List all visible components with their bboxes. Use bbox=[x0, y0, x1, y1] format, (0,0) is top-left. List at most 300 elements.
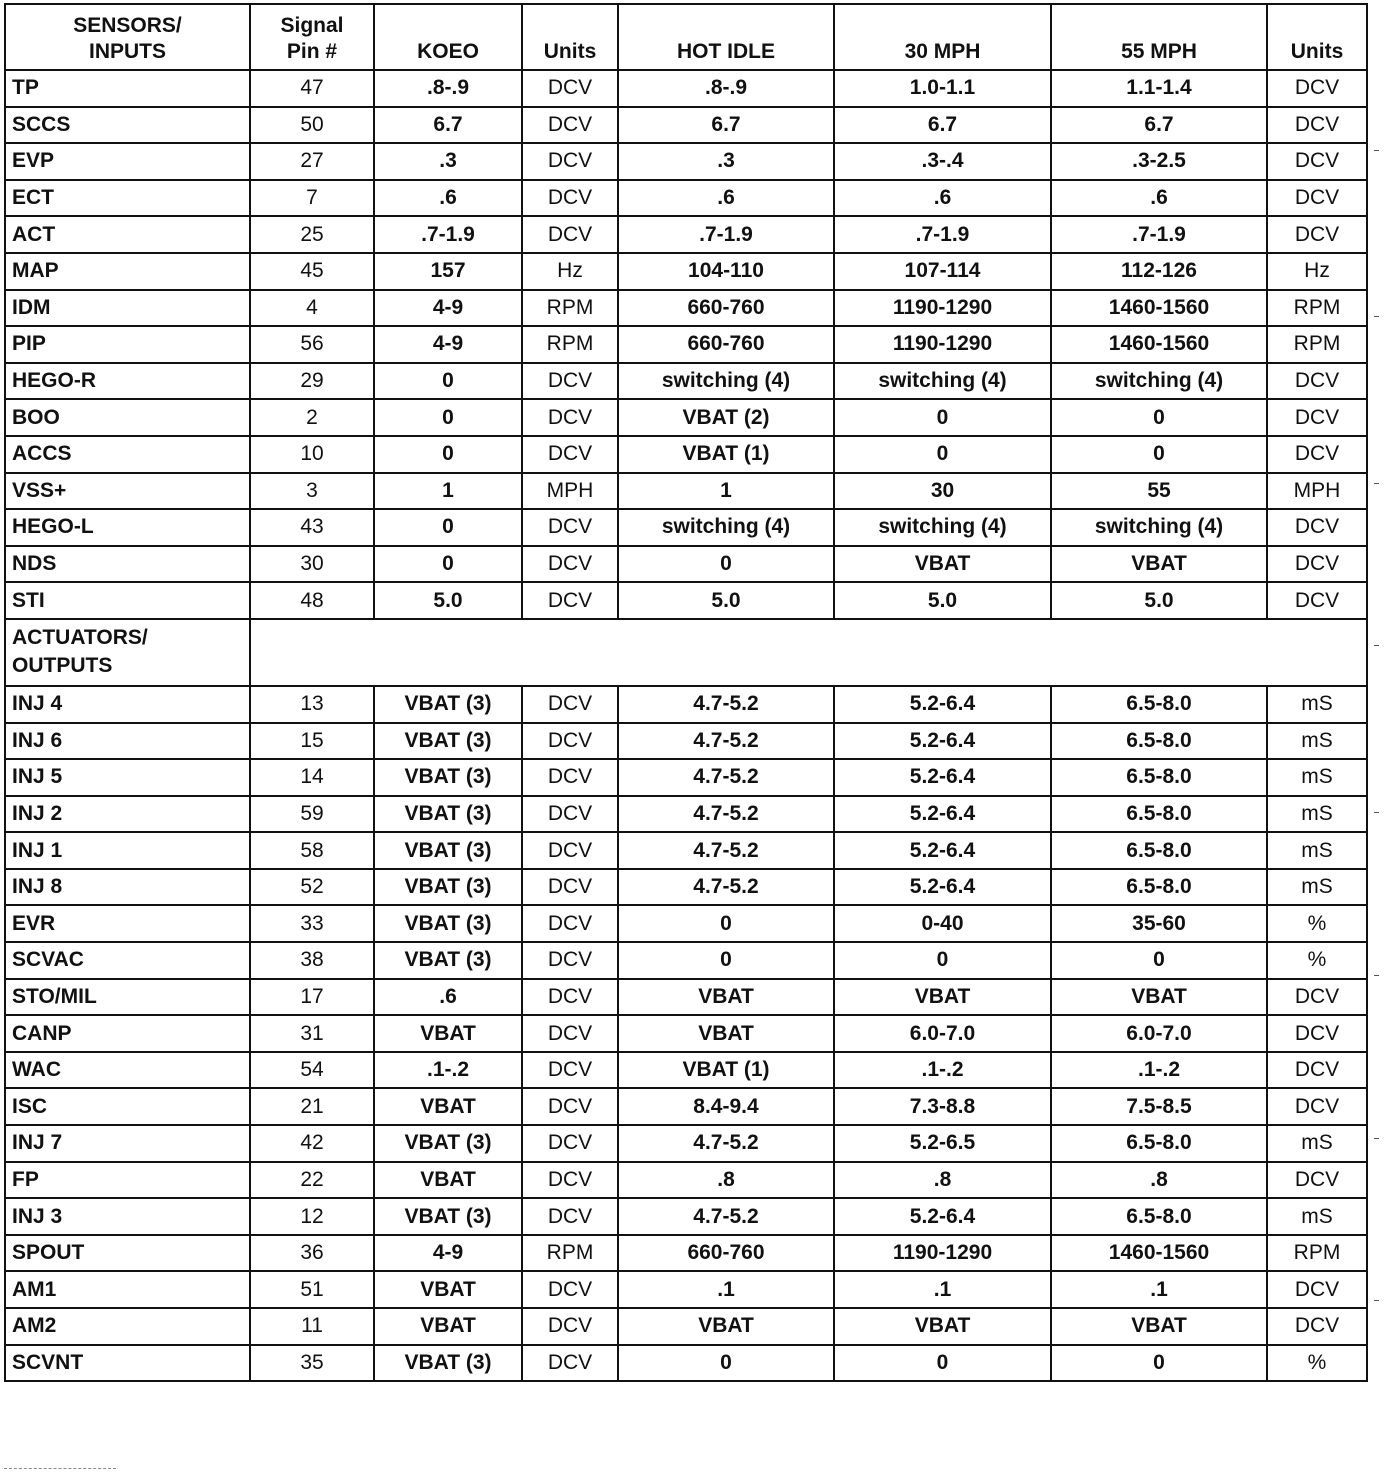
hot-idle-value: 660-760 bbox=[618, 326, 834, 363]
mph30-value: .6 bbox=[834, 180, 1051, 217]
mph30-value: 1190-1290 bbox=[834, 326, 1051, 363]
signal-name: FP bbox=[5, 1162, 250, 1199]
table-row bbox=[5, 509, 1367, 546]
koeo-value: VBAT (3) bbox=[374, 905, 522, 942]
hot-idle-value: switching (4) bbox=[618, 509, 834, 546]
signal-pin: 42 bbox=[250, 1125, 374, 1162]
margin-tick bbox=[1374, 812, 1379, 813]
table-row bbox=[5, 1052, 1367, 1089]
units-value-2: mS bbox=[1267, 1125, 1367, 1162]
units-value-2: DCV bbox=[1267, 399, 1367, 436]
mph55-value: 6.7 bbox=[1051, 107, 1267, 144]
units-value: DCV bbox=[522, 796, 618, 833]
table-row bbox=[5, 1345, 1367, 1382]
signal-pin: 43 bbox=[250, 509, 374, 546]
table-row bbox=[5, 363, 1367, 400]
mph30-value: 0 bbox=[834, 1345, 1051, 1382]
koeo-value: .8-.9 bbox=[374, 70, 522, 107]
table-row bbox=[5, 473, 1367, 510]
signal-name: AM2 bbox=[5, 1308, 250, 1345]
signal-name: INJ 4 bbox=[5, 686, 250, 723]
koeo-value: VBAT bbox=[374, 1015, 522, 1052]
mph30-value: switching (4) bbox=[834, 509, 1051, 546]
signal-pin: 27 bbox=[250, 143, 374, 180]
mph30-value: .3-.4 bbox=[834, 143, 1051, 180]
signal-name: HEGO-L bbox=[5, 509, 250, 546]
units-value: DCV bbox=[522, 1088, 618, 1125]
mph55-value: .6 bbox=[1051, 180, 1267, 217]
margin-tick bbox=[1374, 483, 1379, 484]
table-row bbox=[5, 869, 1367, 906]
mph55-value: 6.5-8.0 bbox=[1051, 686, 1267, 723]
signal-pin: 14 bbox=[250, 759, 374, 796]
table-row bbox=[5, 759, 1367, 796]
hot-idle-value: .8 bbox=[618, 1162, 834, 1199]
signal-name: SCVNT bbox=[5, 1345, 250, 1382]
hot-idle-value: 0 bbox=[618, 1345, 834, 1382]
signal-pin: 48 bbox=[250, 582, 374, 619]
margin-tick bbox=[1374, 975, 1379, 976]
units-value-2: DCV bbox=[1267, 979, 1367, 1016]
mph55-value: .8 bbox=[1051, 1162, 1267, 1199]
mph30-value: 5.2-6.4 bbox=[834, 796, 1051, 833]
units-value-2: RPM bbox=[1267, 1235, 1367, 1272]
table-row bbox=[5, 942, 1367, 979]
units-value: DCV bbox=[522, 832, 618, 869]
units-value-2: % bbox=[1267, 905, 1367, 942]
hot-idle-value: .6 bbox=[618, 180, 834, 217]
mph30-value: 7.3-8.8 bbox=[834, 1088, 1051, 1125]
mph30-value: .1-.2 bbox=[834, 1052, 1051, 1089]
mph30-value: 5.2-6.4 bbox=[834, 686, 1051, 723]
mph55-value: 6.5-8.0 bbox=[1051, 796, 1267, 833]
hot-idle-value: .3 bbox=[618, 143, 834, 180]
hot-idle-value: 5.0 bbox=[618, 582, 834, 619]
signal-name: EVP bbox=[5, 143, 250, 180]
mph55-value: 6.5-8.0 bbox=[1051, 723, 1267, 760]
mph30-value: 1.0-1.1 bbox=[834, 70, 1051, 107]
mph30-value: 1190-1290 bbox=[834, 1235, 1051, 1272]
koeo-value: VBAT (3) bbox=[374, 832, 522, 869]
units-value-2: DCV bbox=[1267, 582, 1367, 619]
units-value: DCV bbox=[522, 107, 618, 144]
signal-pin: 56 bbox=[250, 326, 374, 363]
signal-name: IDM bbox=[5, 290, 250, 327]
mph30-value: 5.2-6.5 bbox=[834, 1125, 1051, 1162]
units-value: DCV bbox=[522, 869, 618, 906]
mph30-value: 5.2-6.4 bbox=[834, 723, 1051, 760]
units-value: DCV bbox=[522, 942, 618, 979]
table-row bbox=[5, 216, 1367, 253]
signal-name: VSS+ bbox=[5, 473, 250, 510]
hot-idle-value: .7-1.9 bbox=[618, 216, 834, 253]
signal-name: STI bbox=[5, 582, 250, 619]
mph55-value: 6.0-7.0 bbox=[1051, 1015, 1267, 1052]
table-row bbox=[5, 143, 1367, 180]
header-55-mph: 55 MPH bbox=[1051, 4, 1267, 70]
mph55-value: 6.5-8.0 bbox=[1051, 832, 1267, 869]
koeo-value: VBAT (3) bbox=[374, 942, 522, 979]
koeo-value: VBAT (3) bbox=[374, 723, 522, 760]
koeo-value: VBAT (3) bbox=[374, 1198, 522, 1235]
hot-idle-value: 104-110 bbox=[618, 253, 834, 290]
section-blank bbox=[250, 619, 1367, 686]
units-value: DCV bbox=[522, 1345, 618, 1382]
table-row bbox=[5, 796, 1367, 833]
header-row bbox=[5, 4, 1367, 70]
koeo-value: 0 bbox=[374, 399, 522, 436]
table-row bbox=[5, 1088, 1367, 1125]
header-hot-idle: HOT IDLE bbox=[618, 4, 834, 70]
koeo-value: 6.7 bbox=[374, 107, 522, 144]
signal-pin: 15 bbox=[250, 723, 374, 760]
mph30-value: 5.2-6.4 bbox=[834, 759, 1051, 796]
signal-pin: 45 bbox=[250, 253, 374, 290]
table-row bbox=[5, 1271, 1367, 1308]
hot-idle-value: 0 bbox=[618, 942, 834, 979]
table-row bbox=[5, 1235, 1367, 1272]
units-value-2: DCV bbox=[1267, 546, 1367, 583]
units-value: DCV bbox=[522, 979, 618, 1016]
koeo-value: 4-9 bbox=[374, 290, 522, 327]
hot-idle-value: 4.7-5.2 bbox=[618, 796, 834, 833]
mph55-value: 1460-1560 bbox=[1051, 1235, 1267, 1272]
table-row bbox=[5, 1198, 1367, 1235]
hot-idle-value: VBAT (2) bbox=[618, 399, 834, 436]
units-value: DCV bbox=[522, 216, 618, 253]
units-value: MPH bbox=[522, 473, 618, 510]
mph30-value: 5.0 bbox=[834, 582, 1051, 619]
hot-idle-value: 8.4-9.4 bbox=[618, 1088, 834, 1125]
koeo-value: .1-.2 bbox=[374, 1052, 522, 1089]
mph55-value: VBAT bbox=[1051, 979, 1267, 1016]
mph30-value: 0 bbox=[834, 942, 1051, 979]
units-value: DCV bbox=[522, 1015, 618, 1052]
signal-pin: 35 bbox=[250, 1345, 374, 1382]
hot-idle-value: 4.7-5.2 bbox=[618, 832, 834, 869]
mph55-value: .3-2.5 bbox=[1051, 143, 1267, 180]
margin-tick bbox=[1374, 1300, 1379, 1301]
koeo-value: VBAT (3) bbox=[374, 1345, 522, 1382]
koeo-value: VBAT bbox=[374, 1271, 522, 1308]
signal-name: WAC bbox=[5, 1052, 250, 1089]
mph30-value: 5.2-6.4 bbox=[834, 869, 1051, 906]
signal-pin: 36 bbox=[250, 1235, 374, 1272]
koeo-value: .6 bbox=[374, 979, 522, 1016]
mph30-value: 5.2-6.4 bbox=[834, 1198, 1051, 1235]
mph55-value: 112-126 bbox=[1051, 253, 1267, 290]
signal-pin: 30 bbox=[250, 546, 374, 583]
section-row bbox=[5, 619, 1367, 686]
table-row bbox=[5, 582, 1367, 619]
mph30-value: 5.2-6.4 bbox=[834, 832, 1051, 869]
mph55-value: .7-1.9 bbox=[1051, 216, 1267, 253]
koeo-value: VBAT bbox=[374, 1162, 522, 1199]
mph55-value: .1-.2 bbox=[1051, 1052, 1267, 1089]
units-value-2: DCV bbox=[1267, 1162, 1367, 1199]
signal-pin: 13 bbox=[250, 686, 374, 723]
signal-name: INJ 3 bbox=[5, 1198, 250, 1235]
units-value-2: DCV bbox=[1267, 436, 1367, 473]
table-row bbox=[5, 686, 1367, 723]
hot-idle-value: VBAT (1) bbox=[618, 1052, 834, 1089]
mph55-value: 6.5-8.0 bbox=[1051, 1198, 1267, 1235]
units-value-2: DCV bbox=[1267, 216, 1367, 253]
hot-idle-value: 4.7-5.2 bbox=[618, 1198, 834, 1235]
margin-ticks bbox=[1374, 0, 1384, 1474]
units-value: DCV bbox=[522, 1125, 618, 1162]
mph55-value: 1460-1560 bbox=[1051, 290, 1267, 327]
units-value-2: DCV bbox=[1267, 1052, 1367, 1089]
header-sensors-inputs: SENSORS/ INPUTS bbox=[5, 4, 250, 70]
signal-pin: 54 bbox=[250, 1052, 374, 1089]
mph55-value: switching (4) bbox=[1051, 509, 1267, 546]
mph30-value: 30 bbox=[834, 473, 1051, 510]
units-value-2: Hz bbox=[1267, 253, 1367, 290]
header-koeo: KOEO bbox=[374, 4, 522, 70]
header-30-mph: 30 MPH bbox=[834, 4, 1051, 70]
mph55-value: 7.5-8.5 bbox=[1051, 1088, 1267, 1125]
mph30-value: 107-114 bbox=[834, 253, 1051, 290]
signal-pin: 22 bbox=[250, 1162, 374, 1199]
signal-name: INJ 6 bbox=[5, 723, 250, 760]
koeo-value: 4-9 bbox=[374, 1235, 522, 1272]
signal-name: NDS bbox=[5, 546, 250, 583]
units-value-2: DCV bbox=[1267, 143, 1367, 180]
units-value-2: mS bbox=[1267, 686, 1367, 723]
units-value: DCV bbox=[522, 1052, 618, 1089]
signal-pin: 51 bbox=[250, 1271, 374, 1308]
signal-pin: 21 bbox=[250, 1088, 374, 1125]
mph55-value: 6.5-8.0 bbox=[1051, 1125, 1267, 1162]
hot-idle-value: 0 bbox=[618, 905, 834, 942]
mph30-value: 0 bbox=[834, 436, 1051, 473]
hot-idle-value: 1 bbox=[618, 473, 834, 510]
sensor-rows bbox=[5, 70, 1367, 619]
hot-idle-value: VBAT bbox=[618, 979, 834, 1016]
units-value: Hz bbox=[522, 253, 618, 290]
mph30-value: 0 bbox=[834, 399, 1051, 436]
signal-name: PIP bbox=[5, 326, 250, 363]
units-value: DCV bbox=[522, 905, 618, 942]
units-value: DCV bbox=[522, 1308, 618, 1345]
table-row bbox=[5, 1162, 1367, 1199]
signal-name: INJ 1 bbox=[5, 832, 250, 869]
units-value-2: mS bbox=[1267, 796, 1367, 833]
signal-name: AM1 bbox=[5, 1271, 250, 1308]
koeo-value: 1 bbox=[374, 473, 522, 510]
mph55-value: 5.0 bbox=[1051, 582, 1267, 619]
header-units-2: Units bbox=[1267, 4, 1367, 70]
signal-pin: 7 bbox=[250, 180, 374, 217]
signal-name: BOO bbox=[5, 399, 250, 436]
table-row bbox=[5, 290, 1367, 327]
mph55-value: 0 bbox=[1051, 942, 1267, 979]
margin-tick bbox=[1374, 316, 1379, 317]
mph30-value: 6.0-7.0 bbox=[834, 1015, 1051, 1052]
mph55-value: 1460-1560 bbox=[1051, 326, 1267, 363]
signal-name: INJ 8 bbox=[5, 869, 250, 906]
signal-pin: 50 bbox=[250, 107, 374, 144]
units-value: DCV bbox=[522, 686, 618, 723]
units-value-2: mS bbox=[1267, 869, 1367, 906]
signal-pin: 4 bbox=[250, 290, 374, 327]
signal-name: INJ 2 bbox=[5, 796, 250, 833]
hot-idle-value: 4.7-5.2 bbox=[618, 759, 834, 796]
table-row bbox=[5, 436, 1367, 473]
koeo-value: VBAT (3) bbox=[374, 869, 522, 906]
signal-name: ACCS bbox=[5, 436, 250, 473]
hot-idle-value: 660-760 bbox=[618, 1235, 834, 1272]
header-units: Units bbox=[522, 4, 618, 70]
mph30-value: 1190-1290 bbox=[834, 290, 1051, 327]
table-row bbox=[5, 723, 1367, 760]
units-value-2: DCV bbox=[1267, 1308, 1367, 1345]
mph55-value: 35-60 bbox=[1051, 905, 1267, 942]
margin-tick bbox=[1374, 645, 1379, 646]
koeo-value: .6 bbox=[374, 180, 522, 217]
actuator-rows bbox=[5, 686, 1367, 1381]
hot-idle-value: 0 bbox=[618, 546, 834, 583]
mph30-value: VBAT bbox=[834, 1308, 1051, 1345]
units-value: RPM bbox=[522, 1235, 618, 1272]
signal-table bbox=[4, 3, 1368, 1382]
table-row bbox=[5, 253, 1367, 290]
mph30-value: .8 bbox=[834, 1162, 1051, 1199]
units-value-2: % bbox=[1267, 942, 1367, 979]
units-value: DCV bbox=[522, 399, 618, 436]
hot-idle-value: .1 bbox=[618, 1271, 834, 1308]
mph55-value: 1.1-1.4 bbox=[1051, 70, 1267, 107]
units-value-2: RPM bbox=[1267, 290, 1367, 327]
signal-name: SCVAC bbox=[5, 942, 250, 979]
units-value-2: DCV bbox=[1267, 1271, 1367, 1308]
signal-pin: 52 bbox=[250, 869, 374, 906]
table-row bbox=[5, 979, 1367, 1016]
signal-pin: 47 bbox=[250, 70, 374, 107]
signal-pin: 31 bbox=[250, 1015, 374, 1052]
mph55-value: switching (4) bbox=[1051, 363, 1267, 400]
table-row bbox=[5, 905, 1367, 942]
signal-pin: 25 bbox=[250, 216, 374, 253]
mph30-value: .7-1.9 bbox=[834, 216, 1051, 253]
signal-pin: 17 bbox=[250, 979, 374, 1016]
section-label: ACTUATORS/ OUTPUTS bbox=[5, 619, 250, 686]
signal-name: TP bbox=[5, 70, 250, 107]
units-value-2: DCV bbox=[1267, 509, 1367, 546]
units-value-2: DCV bbox=[1267, 1015, 1367, 1052]
margin-tick bbox=[1374, 1138, 1379, 1139]
mph30-value: VBAT bbox=[834, 546, 1051, 583]
section-actuators bbox=[5, 619, 1367, 686]
units-value-2: % bbox=[1267, 1345, 1367, 1382]
units-value: DCV bbox=[522, 1162, 618, 1199]
units-value: DCV bbox=[522, 143, 618, 180]
units-value: DCV bbox=[522, 70, 618, 107]
mph30-value: .1 bbox=[834, 1271, 1051, 1308]
mph30-value: 6.7 bbox=[834, 107, 1051, 144]
signal-name: ACT bbox=[5, 216, 250, 253]
hot-idle-value: VBAT bbox=[618, 1015, 834, 1052]
signal-name: SCCS bbox=[5, 107, 250, 144]
signal-pin: 10 bbox=[250, 436, 374, 473]
hot-idle-value: 4.7-5.2 bbox=[618, 723, 834, 760]
hot-idle-value: .8-.9 bbox=[618, 70, 834, 107]
koeo-value: VBAT (3) bbox=[374, 796, 522, 833]
koeo-value: 0 bbox=[374, 546, 522, 583]
table-row bbox=[5, 399, 1367, 436]
table-row bbox=[5, 70, 1367, 107]
signal-pin: 33 bbox=[250, 905, 374, 942]
units-value-2: mS bbox=[1267, 832, 1367, 869]
signal-name: HEGO-R bbox=[5, 363, 250, 400]
signal-pin: 11 bbox=[250, 1308, 374, 1345]
units-value: DCV bbox=[522, 723, 618, 760]
signal-name: ISC bbox=[5, 1088, 250, 1125]
hot-idle-value: 4.7-5.2 bbox=[618, 686, 834, 723]
signal-name: EVR bbox=[5, 905, 250, 942]
signal-pin: 58 bbox=[250, 832, 374, 869]
signal-name: INJ 5 bbox=[5, 759, 250, 796]
koeo-value: 4-9 bbox=[374, 326, 522, 363]
units-value-2: mS bbox=[1267, 1198, 1367, 1235]
signal-name: MAP bbox=[5, 253, 250, 290]
units-value-2: DCV bbox=[1267, 1088, 1367, 1125]
hot-idle-value: 6.7 bbox=[618, 107, 834, 144]
units-value: DCV bbox=[522, 546, 618, 583]
footer-rule bbox=[4, 1468, 116, 1470]
mph55-value: 6.5-8.0 bbox=[1051, 869, 1267, 906]
table-row bbox=[5, 1015, 1367, 1052]
mph55-value: 6.5-8.0 bbox=[1051, 759, 1267, 796]
hot-idle-value: VBAT (1) bbox=[618, 436, 834, 473]
koeo-value: 0 bbox=[374, 509, 522, 546]
mph55-value: 0 bbox=[1051, 1345, 1267, 1382]
units-value: DCV bbox=[522, 436, 618, 473]
signal-name: CANP bbox=[5, 1015, 250, 1052]
koeo-value: VBAT (3) bbox=[374, 1125, 522, 1162]
mph55-value: 55 bbox=[1051, 473, 1267, 510]
table-row bbox=[5, 107, 1367, 144]
hot-idle-value: switching (4) bbox=[618, 363, 834, 400]
header-signal-pin: Signal Pin # bbox=[250, 4, 374, 70]
signal-name: STO/MIL bbox=[5, 979, 250, 1016]
table-row bbox=[5, 832, 1367, 869]
koeo-value: 5.0 bbox=[374, 582, 522, 619]
units-value: DCV bbox=[522, 363, 618, 400]
units-value-2: DCV bbox=[1267, 70, 1367, 107]
units-value: DCV bbox=[522, 1271, 618, 1308]
units-value-2: DCV bbox=[1267, 107, 1367, 144]
signal-pin: 29 bbox=[250, 363, 374, 400]
table-row bbox=[5, 326, 1367, 363]
spec-sheet bbox=[4, 3, 1366, 1382]
signal-name: INJ 7 bbox=[5, 1125, 250, 1162]
units-value-2: mS bbox=[1267, 759, 1367, 796]
units-value: DCV bbox=[522, 759, 618, 796]
mph30-value: switching (4) bbox=[834, 363, 1051, 400]
hot-idle-value: 4.7-5.2 bbox=[618, 1125, 834, 1162]
koeo-value: VBAT bbox=[374, 1088, 522, 1125]
signal-name: ECT bbox=[5, 180, 250, 217]
hot-idle-value: 660-760 bbox=[618, 290, 834, 327]
hot-idle-value: 4.7-5.2 bbox=[618, 869, 834, 906]
koeo-value: .7-1.9 bbox=[374, 216, 522, 253]
koeo-value: 157 bbox=[374, 253, 522, 290]
units-value: DCV bbox=[522, 582, 618, 619]
units-value: RPM bbox=[522, 290, 618, 327]
units-value-2: MPH bbox=[1267, 473, 1367, 510]
